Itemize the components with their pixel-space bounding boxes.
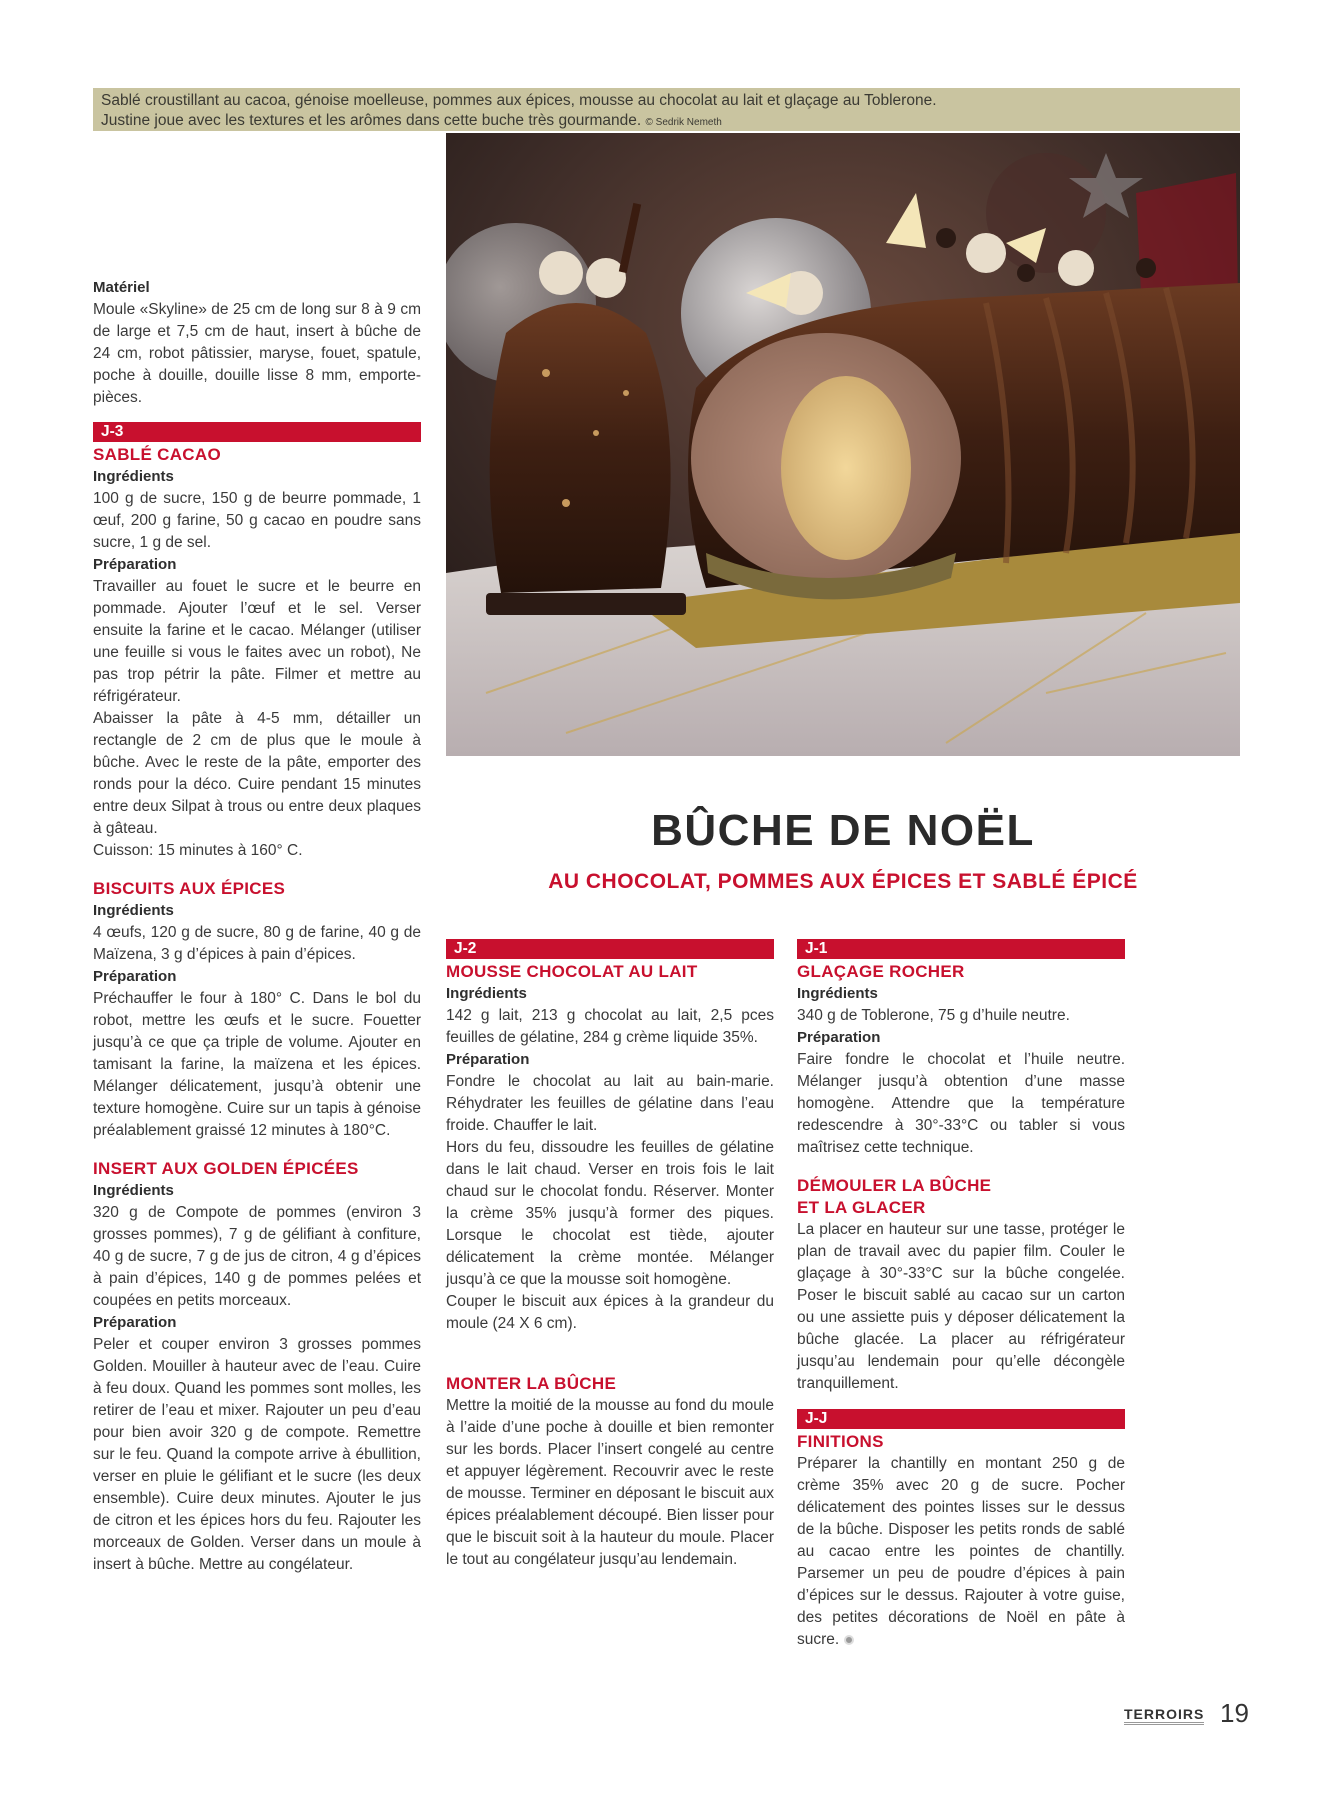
glacage-ingredients-label: Ingrédients (797, 985, 878, 1002)
right-column (797, 939, 1125, 1651)
day-badge-j1: J-1 (797, 939, 1125, 959)
sable-ingredients-label: Ingrédients (93, 468, 174, 485)
finitions-heading: FINITIONS (797, 1432, 884, 1451)
glacage-ingredients: 340 g de Toblerone, 75 g d’huile neutre. (797, 1007, 1070, 1024)
monter-text: Mettre la moitié de la mousse au fond du moule à l’aide d’une poche à douille et bien remonter sur les bords. Placer l’insert congelé au centre et appuyer légèrement. Recouvrir avec le reste de mousse. Terminer en déposant le biscuit aux épices préalablement découpé. Bien lisser pour que le biscuit soit à la hauteur du moule. Placer le tout au congélateur jusqu’au lendemain. (446, 1397, 774, 1568)
biscuits-prep: Préchauffer le four à 180° C. Dans le bol du robot, mettre les œufs et le sucre. Fouetter jusqu’à ce que ça triple de volume. Ajouter en tamisant la farine, la maïzena et les épices. Mélanger délicatement, jusqu’à obtenir une texture homogène. Cuire sur un tapis à génoise préalablement graissé 12 minutes à 180°C. (93, 990, 421, 1139)
mousse-ingredients: 142 g lait, 213 g chocolat au lait, 2,5 pces feuilles de gélatine, 284 g crème liquide 35%. (446, 1007, 774, 1046)
insert-prep: Peler et couper environ 3 grosses pommes Golden. Mouiller à hauteur avec de l’eau. Cuire à feu doux. Quand les pommes sont molles, les retirer de l’eau et mixer. Rajouter un peu d’eau pour bien avoir 320 g de compote. Remettre sur le feu. Quand la compote arrive à ébullition, verser en pluie le gélifiant et le sucre (les deux ensemble). Cuire deux minutes. Ajouter le jus de citron et les épices hors du feu. Rajouter les morceaux de Golden. Verser dans un moule à insert à bûche. Mettre au congélateur. (93, 1336, 421, 1573)
caption-line-2: Justine joue avec les textures et les arômes dans cette buche très gourmande. (101, 112, 642, 129)
biscuits-ingredients-label: Ingrédients (93, 902, 174, 919)
glacage-preparation-label: Préparation (797, 1029, 881, 1046)
materiel-text: Moule «Skyline» de 25 cm de long sur 8 à 9 cm de large et 7,5 cm de haut, insert à bûche de 24 cm, robot pâtissier, maryse, fouet, spatule, poche à douille, douille lisse 8 mm, emporte-pièces. (93, 301, 421, 406)
mousse-ingredients-label: Ingrédients (446, 985, 527, 1002)
end-mark-icon (844, 1635, 854, 1645)
biscuits-heading: BISCUITS AUX ÉPICES (93, 879, 286, 898)
photo-credit: © Sedrik Nemeth (645, 117, 722, 128)
middle-column (446, 939, 774, 1571)
demouler-text: La placer en hauteur sur une tasse, protéger le plan de travail avec du papier film. Couler le glaçage à 30°-33°C sur la bûche congelée. Poser le biscuit sablé au cacao sur un carton ou une assiette puis y déposer délicatement la bûche glacée. La placer au réfrigérateur jusqu’au lendemain pour qu’elle décongèle tranquillement. (797, 1221, 1125, 1392)
glacage-heading: GLAÇAGE ROCHER (797, 962, 965, 981)
page-subtitle: AU CHOCOLAT, POMMES AUX ÉPICES ET SABLÉ ÉPICÉ (548, 870, 1138, 893)
mousse-preparation-label: Préparation (446, 1051, 530, 1068)
mousse-prep-1: Fondre le chocolat au lait au bain-marie. Réhydrater les feuilles de gélatine dans l’eau froide. Chauffer le lait. (446, 1073, 774, 1134)
buche-photo (446, 133, 1240, 756)
sable-preparation-label: Préparation (93, 556, 177, 573)
day-badge-j2: J-2 (446, 939, 774, 959)
sable-heading: SABLÉ CACAO (93, 445, 221, 464)
buche-photo-illustration (446, 133, 1240, 756)
demouler-heading-1: DÉMOULER LA BÛCHE (797, 1176, 992, 1195)
page-title: BÛCHE DE NOËL (651, 806, 1035, 855)
mousse-prep-3: Couper le biscuit aux épices à la grandeur du moule (24 X 6 cm). (446, 1293, 774, 1332)
photo-caption (93, 88, 1240, 131)
glacage-prep: Faire fondre le chocolat et l’huile neutre. Mélanger jusqu’à obtention d’une masse homogène. Attendre que la température redescendre à 30°-33°C ou tabler si vous maîtrisez cette technique. (797, 1051, 1125, 1156)
biscuits-preparation-label: Préparation (93, 968, 177, 985)
materiel-heading: Matériel (93, 279, 150, 296)
mousse-prep-2: Hors du feu, dissoudre les feuilles de gélatine dans le lait chaud. Verser en trois fois le lait chaud sur le chocolat fondu. Réserver. Monter la crème 35% jusqu’à former des piques. Lorsque le chocolat est tiède, ajouter délicatement la crème montée. Mélanger jusqu’à ce que la mousse soit homogène. (446, 1139, 774, 1288)
page-number: 19 (1220, 1698, 1249, 1728)
finitions-text: Préparer la chantilly en montant 250 g de crème 35% avec 20 g de sucre. Pocher délicatement des pointes lisses sur le dessus de la bûche. Disposer les petits ronds de sablé au cacao entre les pointes de chantilly. Parsemer un peu de poudre d’épices à pain d’épices sur le dessus. Rajouter à votre guise, des petites décorations de Noël en pâte à sucre. (797, 1455, 1125, 1648)
demouler-heading-2: ET LA GLACER (797, 1198, 926, 1217)
insert-ingredients-label: Ingrédients (93, 1182, 174, 1199)
day-badge-jj: J-J (797, 1409, 1125, 1429)
insert-heading: INSERT AUX GOLDEN ÉPICÉES (93, 1159, 359, 1178)
left-column (93, 277, 421, 1576)
insert-ingredients: 320 g de Compote de pommes (environ 3 grosses pommes), 7 g de gélifiant à confiture, 40 g de sucre, 7 g de jus de citron, 4 g d’épices à pain d’épices, 140 g de pommes pelées et coupées en petits morceaux. (93, 1204, 421, 1309)
insert-preparation-label: Préparation (93, 1314, 177, 1331)
sable-prep-1: Travailler au fouet le sucre et le beurre en pommade. Ajouter l’œuf et le sel. Verser ensuite la farine et le cacao. Mélanger (utiliser une feuille si vous le faites avec un robot), Ne pas trop pétrir la pâte. Filmer et mettre au réfrigérateur. (93, 578, 421, 705)
caption-line-1: Sablé croustillant au cacoa, génoise moelleuse, pommes aux épices, mousse au chocolat au lait et glaçage au Toblerone. (101, 92, 937, 109)
sable-ingredients: 100 g de sucre, 150 g de beurre pommade, 1 œuf, 200 g farine, 50 g cacao en poudre sans sucre, 1 g de sel. (93, 490, 421, 551)
sable-cuisson: Cuisson: 15 minutes à 160° C. (93, 842, 303, 859)
biscuits-ingredients: 4 œufs, 120 g de sucre, 80 g de farine, 40 g de Maïzena, 3 g d’épices à pain d’épices. (93, 924, 421, 963)
day-badge-j3: J-3 (93, 422, 421, 442)
sable-prep-2: Abaisser la pâte à 4-5 mm, détailler un rectangle de 2 cm de plus que le moule à bûche. Avec le reste de la pâte, emporter des ronds pour la déco. Cuire pendant 15 minutes entre deux Silpat à trous ou entre deux plaques à gâteau. (93, 710, 421, 837)
page-footer (1124, 1698, 1249, 1728)
mousse-heading: MOUSSE CHOCOLAT AU LAIT (446, 962, 698, 981)
monter-heading: MONTER LA BÛCHE (446, 1374, 617, 1393)
magazine-name: TERROIRS (1124, 1706, 1204, 1725)
